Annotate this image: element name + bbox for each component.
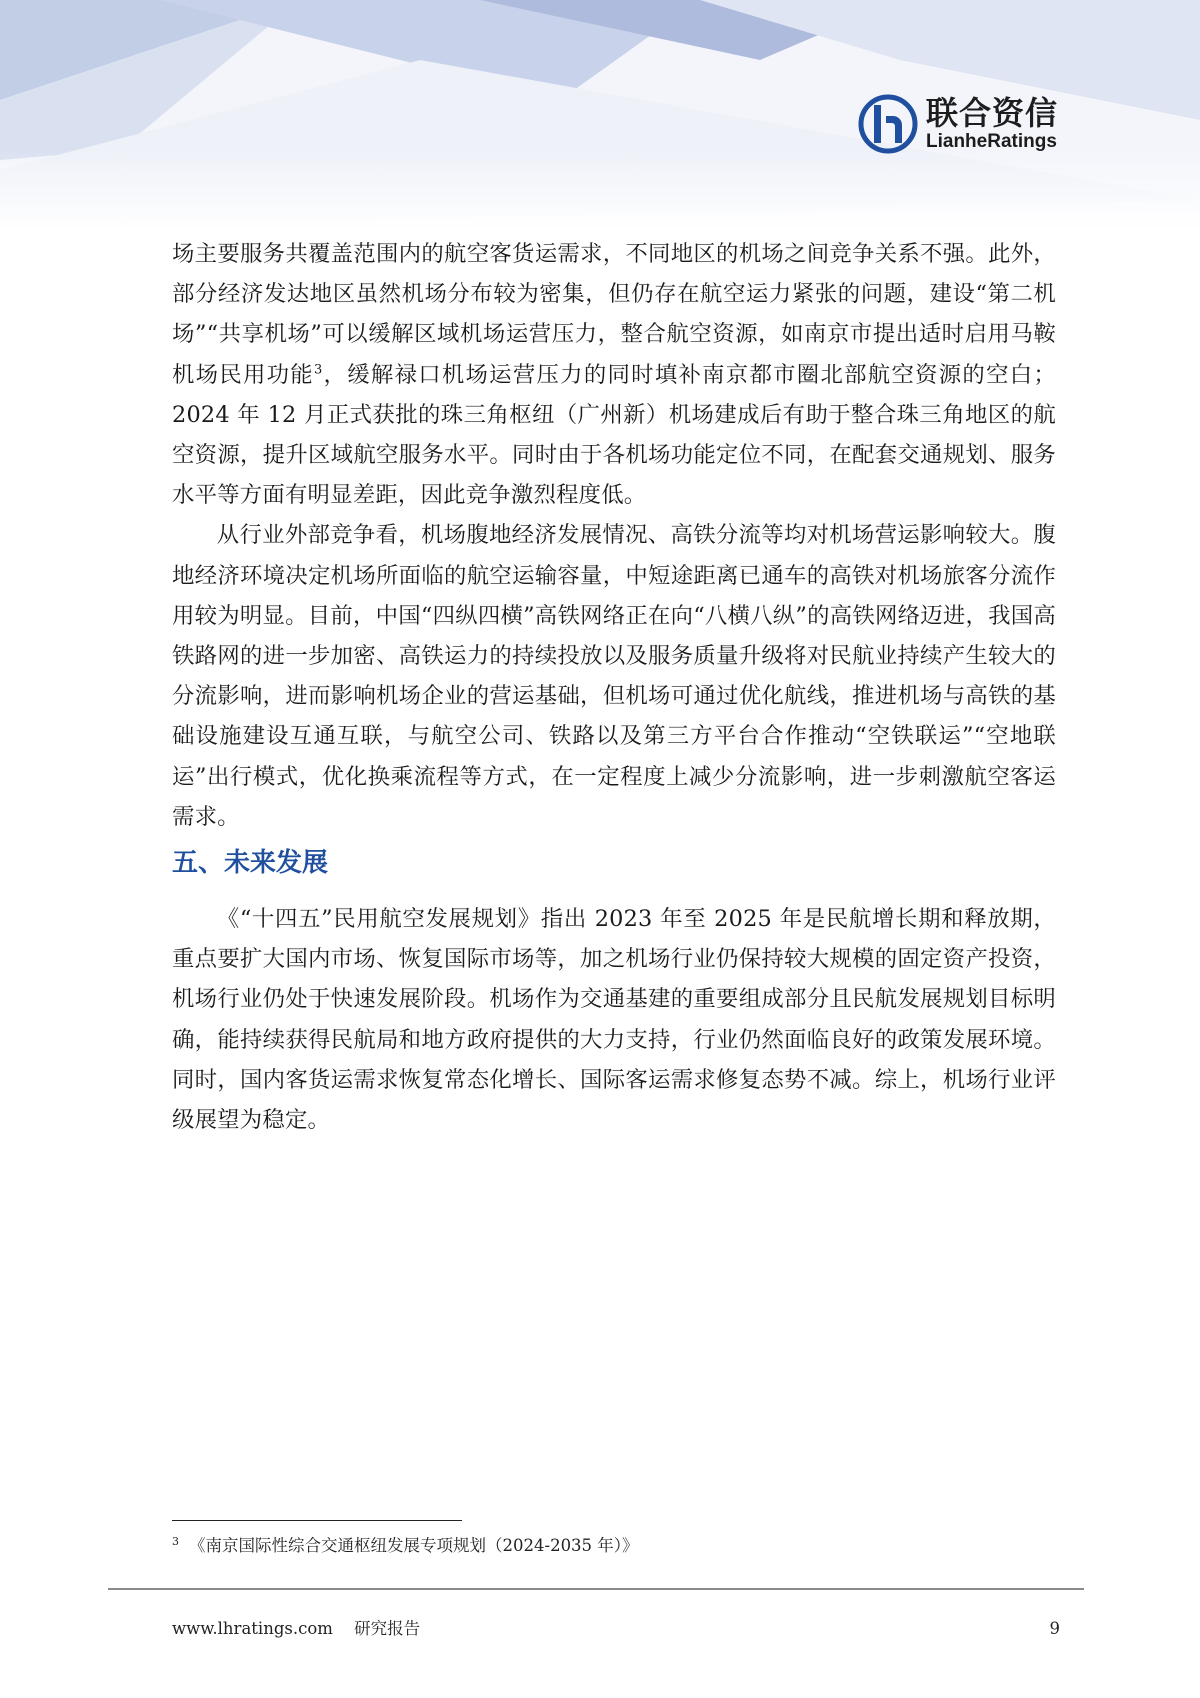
paragraph-2: 从行业外部竞争看，机场腹地经济发展情况、高铁分流等均对机场营运影响较大。腹地经济环境决定机场所面临的航空运输容量，中短途距离已通车的高铁对机场旅客分流作用较为明显。目前，中国“四纵四横”高铁网络正在向“八横八纵”的高铁网络迈进，我国高铁路网的进一步加密、高铁运力的持续投放以及服务质量升级将对民航业持续产生较大的分流影响，进而影响机场企业的营运基础，但机场可通过优化航线，推进机场与高铁的基础设施建设互通互联，与航空公司、铁路以及第三方平台合作推动“空铁联运”“空地联运”出行模式，优化换乘流程等方式，在一定程度上减少分流影响，进一步刺激航空客运需求。 xyxy=(172,522,1056,830)
footnote-text: 《南京国际性综合交通枢纽发展专项规划（2024-2035 年）》 xyxy=(189,1536,639,1555)
paragraph-1-text: 场主要服务共覆盖范围内的航空客货运需求，不同地区的机场之间竞争关系不强。此外，部分经济发达地区虽然机场分布较为密集，但仍存在航空运力紧张的问题，建设“第二机场”“共享机场”可以缓解区域机场运营压力，整合航空资源，如南京市提出适时启用马鞍机场民用功能 xyxy=(172,241,1056,388)
lianhe-logo-icon xyxy=(858,94,918,154)
footer-doc-type: 研究报告 xyxy=(354,1619,421,1638)
main-content xyxy=(172,234,1056,1140)
section-title: 五、未来发展 xyxy=(172,848,329,879)
footer-divider xyxy=(108,1588,1084,1590)
footer-website[interactable]: www.lhratings.com xyxy=(172,1619,333,1638)
paragraph-1-text-rest: ，缓解禄口机场运营压力的同时填补南京都市圈北部航空资源的空白；2024 年 12 月正式获批的珠三角枢纽（广州新）机场建成后有助于整合珠三角地区的航空资源，提升区域航空服务水平。同时由于各机场功能定位不同，在配套交通规划、服务水平等方面有明显差距，因此竞争激烈程度低。 xyxy=(172,361,1057,509)
paragraph-3: 《“十四五”民用航空发展规划》指出 2023 年至 2025 年是民航增长期和释放期，重点要扩大国内市场、恢复国际市场等，加之机场行业仍保持较大规模的固定资产投资，机场行业仍处于快速发展阶段。机场作为交通基建的重要组成部分且民航发展规划目标明确，能持续获得民航局和地方政府提供的大力支持，行业仍然面临良好的政策发展环境。同时，国内客货运需求恢复常态化增长、国际客运需求修复态势不减。综上，机场行业评级展望为稳定。 xyxy=(172,906,1056,1134)
page-number: 9 xyxy=(1049,1619,1060,1638)
footnote-divider xyxy=(172,1520,462,1521)
paragraph-1 xyxy=(172,234,1056,515)
logo-chinese-name: 联合资信 xyxy=(926,94,1059,132)
footnote-number: 3 xyxy=(172,1534,179,1548)
page-footer xyxy=(172,1618,1060,1640)
logo-english-name: LianheRatings xyxy=(926,131,1057,152)
footnote xyxy=(172,1534,972,1558)
footnote-ref: 3 xyxy=(313,362,323,378)
company-logo xyxy=(858,90,1078,158)
